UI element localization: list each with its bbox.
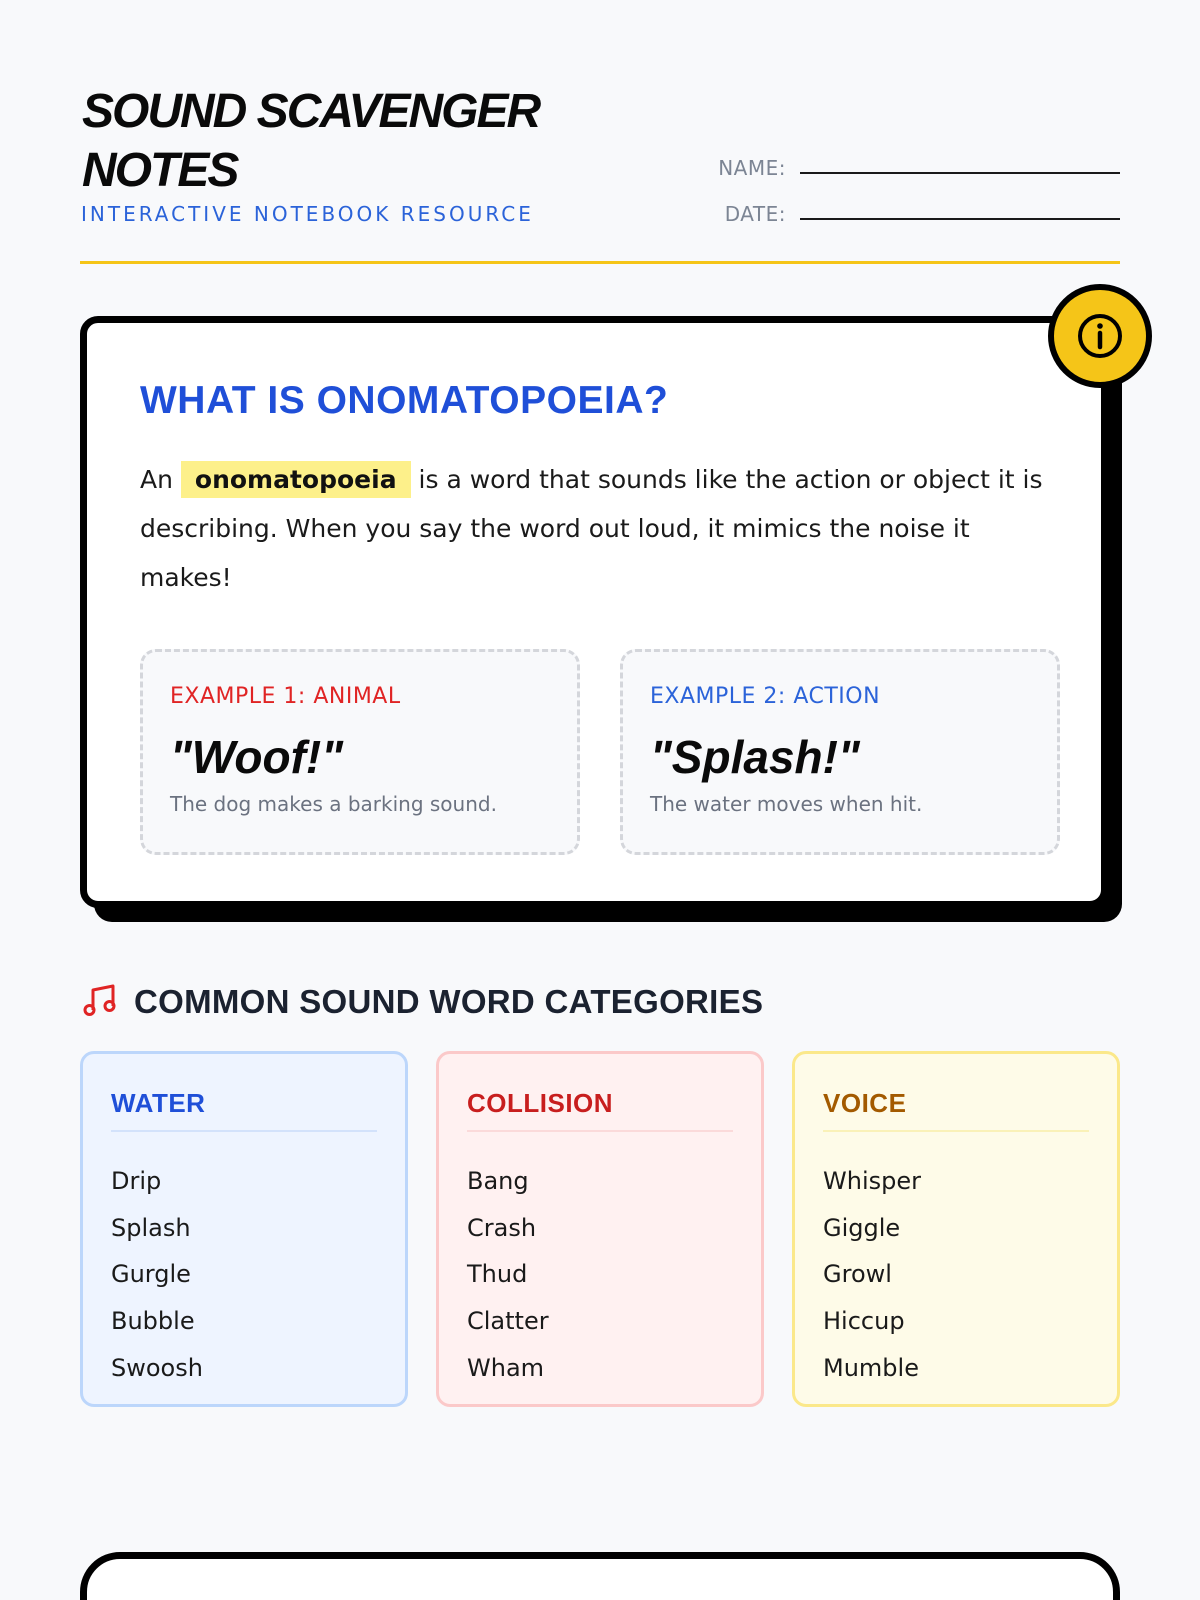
example-card-animal [140, 649, 580, 855]
category-card-voice [792, 1051, 1120, 1407]
name-label: NAME: [718, 156, 786, 180]
info-icon[interactable] [1048, 284, 1152, 388]
example-word: "Splash!" [650, 731, 860, 783]
category-word-list [467, 1158, 549, 1392]
date-label: DATE: [724, 202, 786, 226]
category-divider [467, 1130, 733, 1132]
list-item: Giggle [823, 1213, 901, 1242]
list-item: Growl [823, 1260, 892, 1289]
category-title: WATER [111, 1088, 206, 1118]
example-description: The water moves when hit. [650, 792, 923, 816]
list-item: Swoosh [111, 1353, 203, 1382]
list-item: Splash [111, 1213, 191, 1242]
list-item: Mumble [823, 1353, 919, 1382]
next-section-card [80, 1552, 1120, 1600]
list-item: Gurgle [111, 1260, 191, 1289]
page-header [80, 82, 1120, 264]
definition-title: WHAT IS ONOMATOPOEIA? [140, 379, 669, 422]
category-title: COLLISION [467, 1088, 614, 1118]
name-field[interactable] [700, 152, 1120, 182]
category-word-list [823, 1158, 921, 1392]
category-title: VOICE [823, 1088, 907, 1118]
definition-card [80, 316, 1108, 908]
date-field[interactable] [700, 198, 1120, 228]
category-divider [823, 1130, 1089, 1132]
music-note-icon [82, 982, 118, 1022]
example-label: EXAMPLE 1: ANIMAL [170, 684, 401, 709]
category-word-list [111, 1158, 203, 1392]
date-line[interactable] [800, 218, 1120, 220]
categories-heading-text: COMMON SOUND WORD CATEGORIES [134, 983, 764, 1020]
list-item: Bang [467, 1167, 529, 1195]
list-item: Hiccup [823, 1307, 905, 1336]
list-item: Bubble [111, 1307, 195, 1336]
example-label: EXAMPLE 2: ACTION [650, 684, 881, 709]
page-subtitle: INTERACTIVE NOTEBOOK RESOURCE [81, 202, 534, 226]
list-item: Thud [467, 1260, 528, 1289]
example-description: The dog makes a barking sound. [170, 792, 497, 816]
name-line[interactable] [800, 172, 1120, 174]
list-item: Whisper [823, 1167, 921, 1195]
highlighted-term: onomatopoeia [181, 461, 411, 498]
page-title: SOUND SCAVENGER NOTES [82, 85, 540, 197]
list-item: Crash [467, 1213, 537, 1242]
categories-heading [82, 982, 763, 1022]
list-item: Wham [467, 1353, 545, 1382]
example-card-action [620, 649, 1060, 855]
list-item: Clatter [467, 1307, 549, 1336]
category-card-water [80, 1051, 408, 1407]
definition-text-start: An [140, 465, 173, 494]
category-divider [111, 1130, 377, 1132]
example-word: "Woof!" [170, 731, 344, 783]
definition-text-end: is a word that sounds like the action or object it is describing. When you say the word out loud, it mimics the noise it makes! [140, 465, 1043, 592]
definition-text [140, 455, 1058, 602]
category-card-collision [436, 1051, 764, 1407]
list-item: Drip [111, 1167, 162, 1195]
